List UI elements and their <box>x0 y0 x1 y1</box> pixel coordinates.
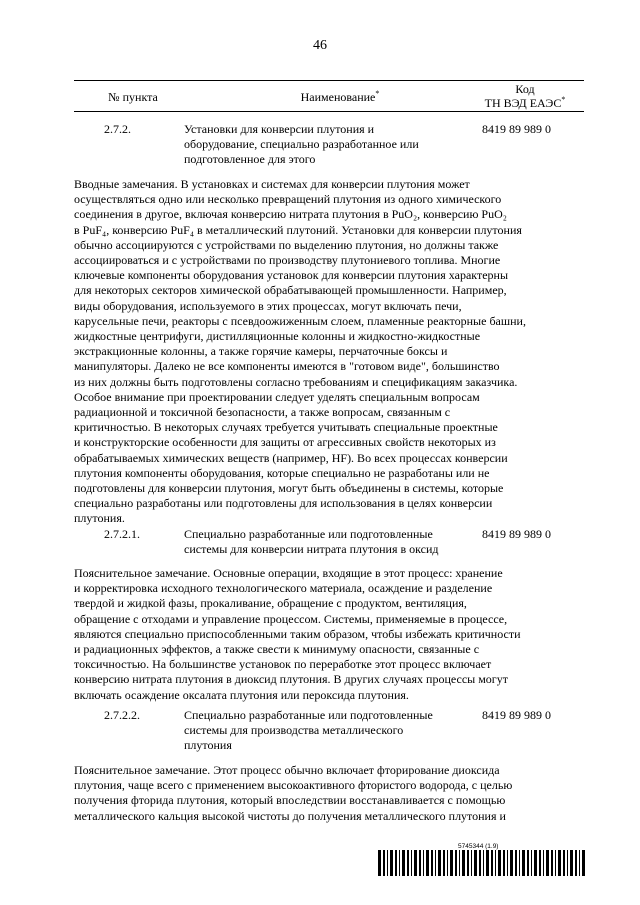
paragraph-line: Вводные замечания. В установках и системах для конверсии плутония может <box>74 177 470 191</box>
item-name-line: Специально разработанные или подготовленные <box>184 708 433 722</box>
header-name-mark: * <box>375 89 380 98</box>
item-name <box>184 527 464 557</box>
paragraph-line: ассоциироваться и с устройствами по производству плутониевого топлива. Многие <box>74 253 501 268</box>
paragraph-line: подготовлены для конверсии плутония, могут быть объединены в системы, которые <box>74 481 504 496</box>
paragraph-line: металлического кальция высокой чистоты до получения металлического плутония и <box>74 808 506 823</box>
barcode-number: 5745344 (1.9) <box>458 843 499 850</box>
paragraph-line: в PuF₄, конверсию PuF₄ в металлический плутоний. Установки для конверсии плутония <box>74 222 522 237</box>
item-name-line: Специально разработанные или подготовленные <box>184 527 433 541</box>
explanatory-note-paragraph <box>74 763 584 824</box>
item-number: 2.7.2.1. <box>104 527 140 541</box>
item-code: 8419 89 989 0 <box>482 122 551 136</box>
barcode-image <box>378 850 588 876</box>
paragraph-line: жидкостные центрифуги, дистилляционные колонны и жидкостно-жидкостные <box>74 329 481 344</box>
item-name-line: Установки для конверсии плутония и <box>184 122 375 136</box>
paragraph-line: являются специально приспособленными таким образом, чтобы избежать критичности <box>74 626 521 641</box>
header-code-line2: ТН ВЭД ЕАЭС <box>484 96 562 110</box>
item-code: 8419 89 989 0 <box>482 708 551 722</box>
paragraph-line: обычно ассоциируются с устройствами по выделению плутония, но должны также <box>74 237 499 252</box>
header-item-number: № пункта <box>108 90 158 104</box>
paragraph-line: из них должны быть подготовлены согласно требованиям и спецификациям заказчика. <box>74 374 518 389</box>
paragraph-line: виды оборудования, используемого в этих процессах, могут включать печи, <box>74 298 462 313</box>
paragraph-line: и корректировка исходного технологического материала, осаждение и разделение <box>74 581 493 596</box>
item-name <box>184 708 464 753</box>
paragraph-line: токсичностью. На большинстве установок по переработке этот процесс включает <box>74 657 492 672</box>
paragraph-line: специально разработаны или подготовлены для использования в целях конверсии <box>74 496 493 511</box>
paragraph-line: для некоторых секторов химической обрабатывающей промышленности. Например, <box>74 283 507 298</box>
paragraph-line: осуществляться одно или несколько превращений плутония из одного химического <box>74 192 502 207</box>
paragraph-line: Пояснительное замечание. Этот процесс обычно включает фторирование диоксида <box>74 763 500 777</box>
paragraph-line: обращение с отходами и управление процессом. Системы, применяемые в процессе, <box>74 611 508 626</box>
intro-notes-paragraph <box>74 177 584 527</box>
paragraph-line: и конструкторские особенности для защиты от агрессивных свойств некоторых из <box>74 435 496 450</box>
paragraph-line: плутония. <box>74 511 125 526</box>
item-number: 2.7.2. <box>104 122 131 136</box>
header-name-label: Наименование <box>300 90 376 104</box>
paragraph-line: экстракционные колонны, а также горячие камеры, перчаточные боксы и <box>74 344 448 359</box>
paragraph-line: радиационной и токсичной безопасности, а также вопросам, связанным с <box>74 405 451 420</box>
paragraph-line: плутония компоненты оборудования, которые специально не разработаны или не <box>74 465 490 480</box>
item-name <box>184 122 464 167</box>
item-code: 8419 89 989 0 <box>482 527 551 541</box>
paragraph-line: соединения в другое, включая конверсию нитрата плутония в PuO₂, конверсию PuO₂ <box>74 207 507 222</box>
explanatory-note-paragraph <box>74 566 584 703</box>
paragraph-line: и радиационных эффектов, а также свести к минимуму опасности, связанные с <box>74 642 480 657</box>
paragraph-line: критичностью. В некоторых случаях требуется учитывать специальные проектные <box>74 420 498 435</box>
paragraph-line: конверсию нитрата плутония в диоксид плутония. В других случаях процессы могут <box>74 672 508 687</box>
item-name-line: оборудование, специально разработанное или <box>184 137 419 151</box>
paragraph-line: манипуляторы. Далеко не все компоненты имеются в "готовом виде", большинство <box>74 359 500 374</box>
paragraph-line: твердой и жидкой фазы, прокаливание, обращение с продуктом, вентиляция, <box>74 596 467 611</box>
header-name <box>260 90 420 105</box>
item-name-line: системы для конверсии нитрата плутония в оксид <box>184 542 439 556</box>
paragraph-line: получения фторида плутония, который впоследствии восстанавливается с помощью <box>74 793 506 808</box>
page-number: 46 <box>313 38 327 53</box>
header-code-mark: * <box>561 95 566 104</box>
table-header <box>74 80 584 112</box>
paragraph-line: ключевые компоненты оборудования установок для конверсии плутония характерны <box>74 268 509 283</box>
paragraph-line: Пояснительное замечание. Основные операции, входящие в этот процесс: хранение <box>74 566 503 580</box>
header-code-line1: Код <box>515 82 535 96</box>
item-name-line: плутония <box>184 738 232 752</box>
paragraph-line: включать осаждение оксалата плутония или пероксида плутония. <box>74 687 409 702</box>
paragraph-line: карусельные печи, реакторы с псевдоожиженным слоем, пламенные реакторные башни, <box>74 313 526 328</box>
header-code <box>470 82 580 110</box>
item-number: 2.7.2.2. <box>104 708 140 722</box>
item-name-line: системы для производства металлического <box>184 723 404 737</box>
paragraph-line: обрабатываемых химических веществ (например, HF). Во всех процессах конверсии <box>74 450 508 465</box>
item-name-line: подготовленное для этого <box>184 152 316 166</box>
paragraph-line: плутония, чаще всего с применением высокоактивного фтористого водорода, с целью <box>74 778 513 793</box>
paragraph-line: Особое внимание при проектировании следует уделять специальным вопросам <box>74 389 480 404</box>
